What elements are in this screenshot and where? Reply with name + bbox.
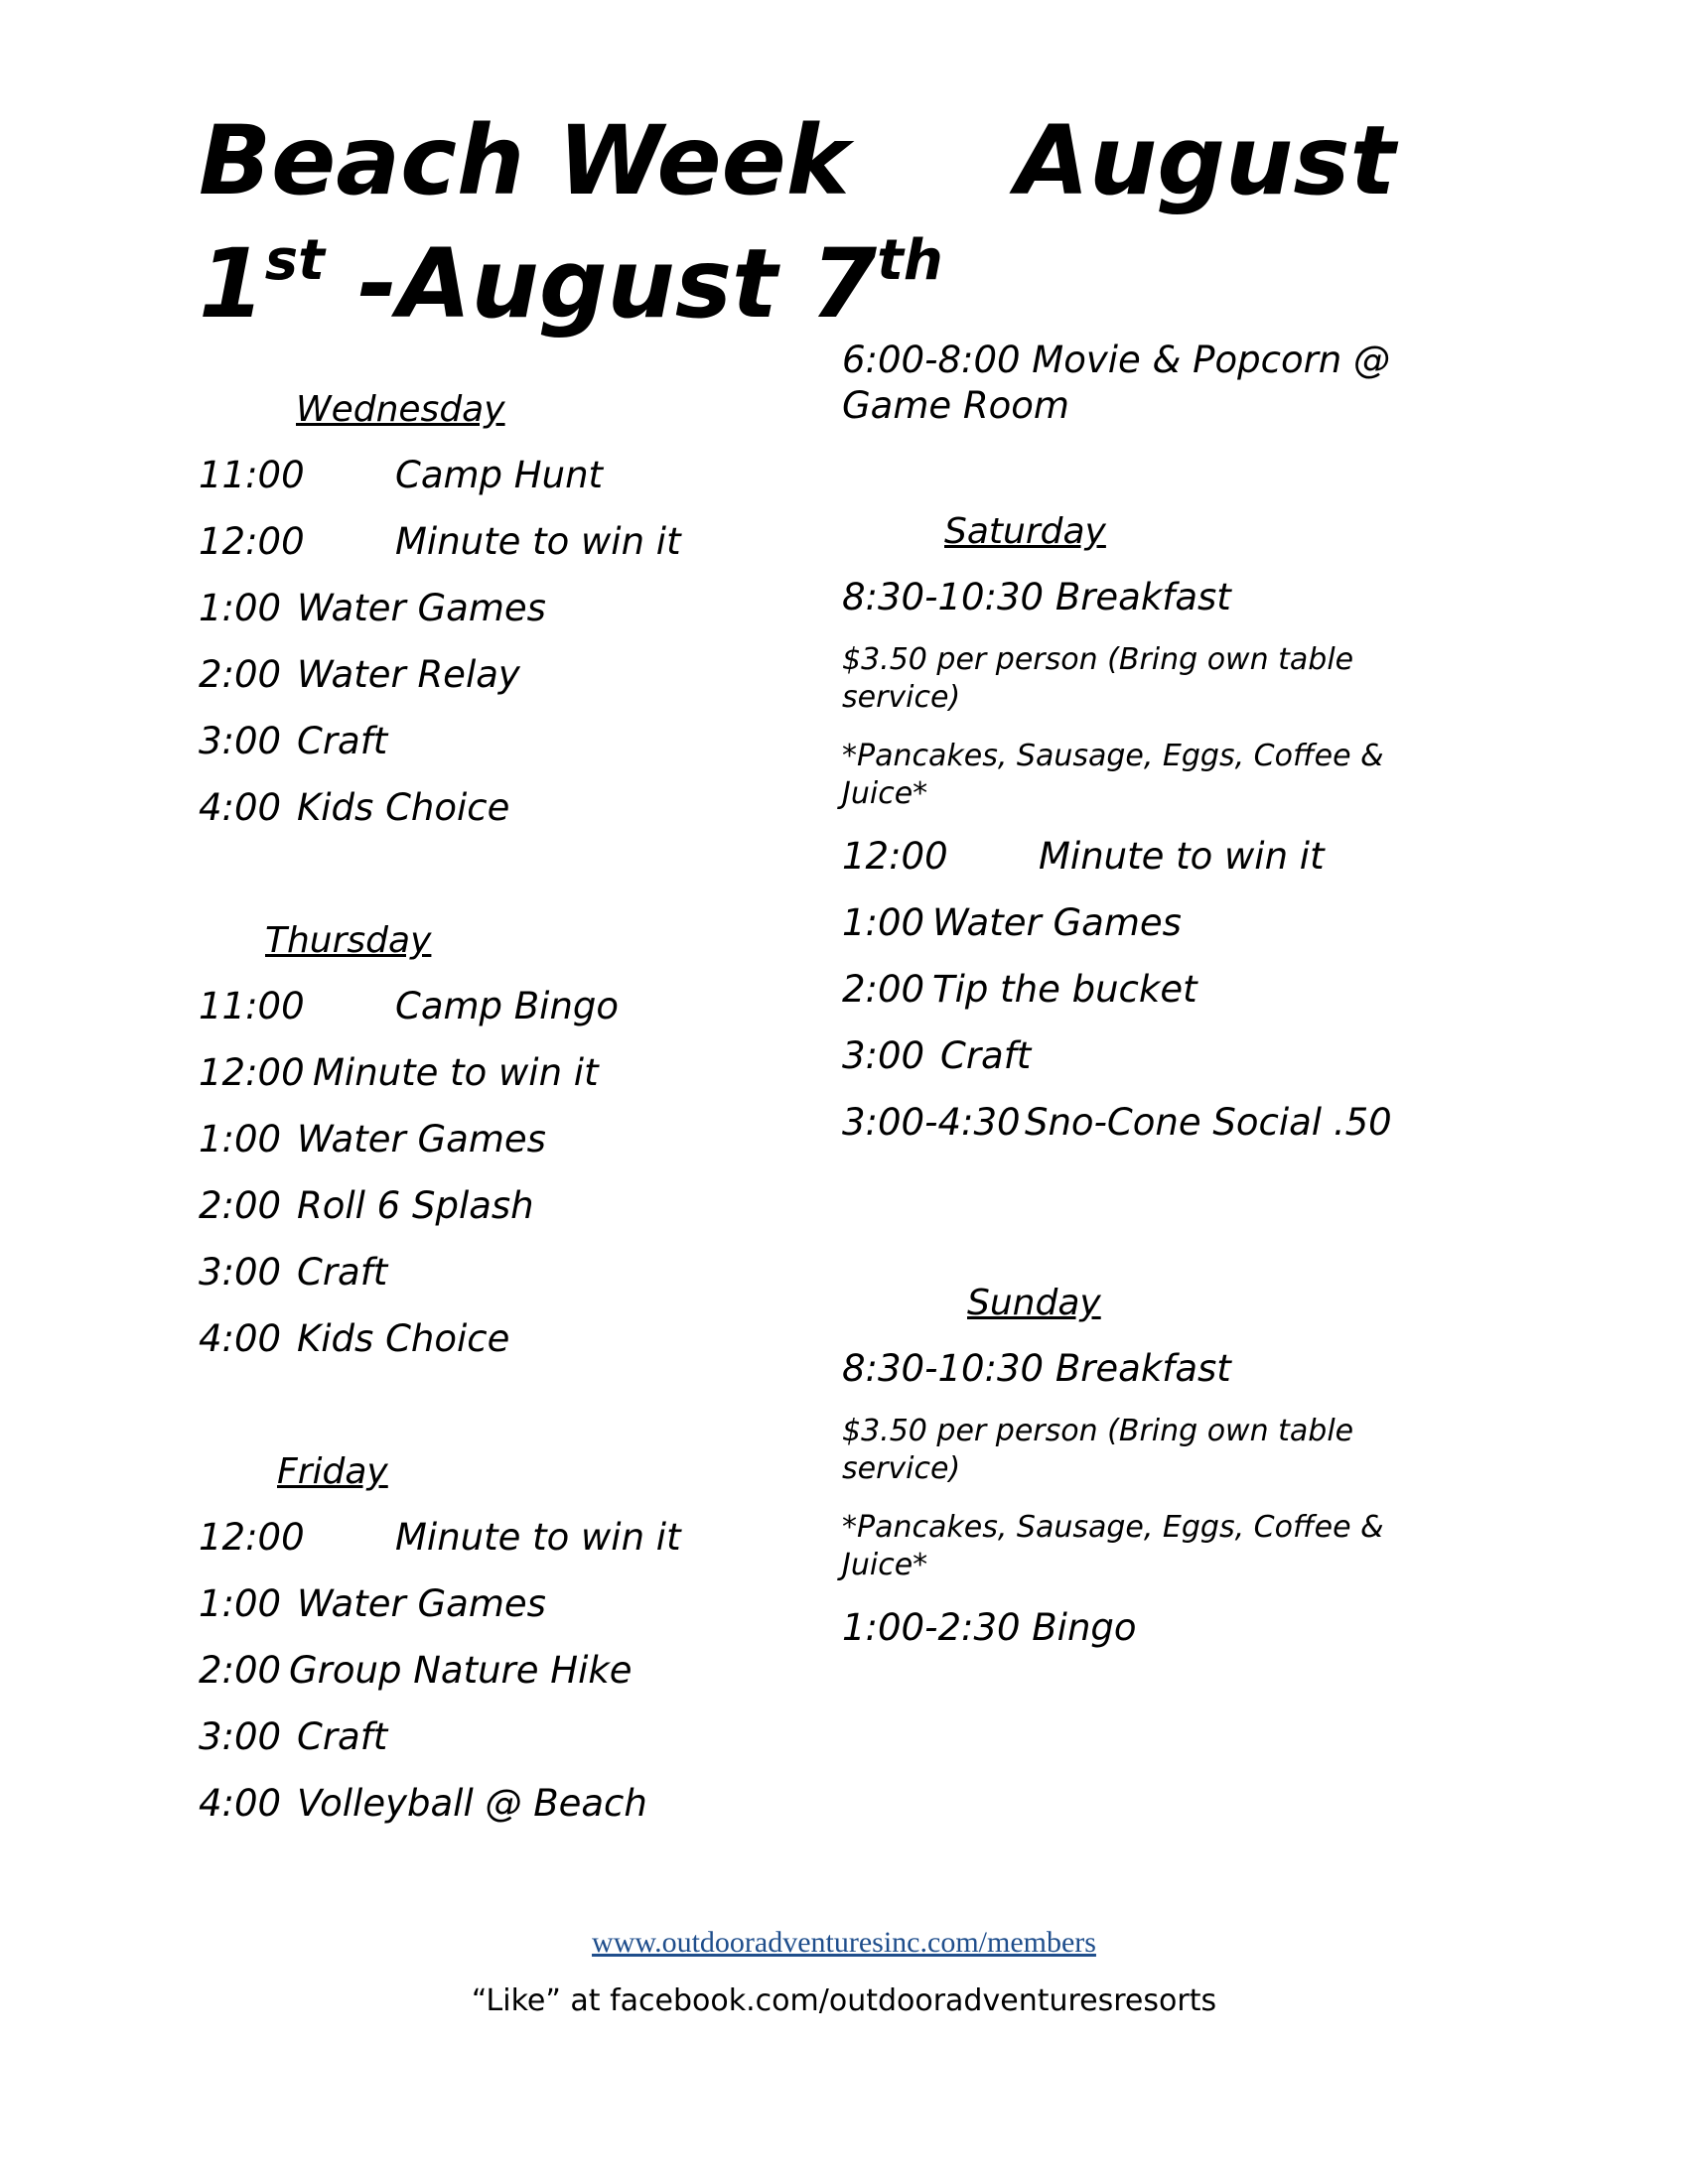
schedule-item: 1:00 Water Games [199,1118,546,1160]
title-event-name: Beach Week [199,105,850,216]
facebook-text: “Like” at facebook.com/outdooradventuresresorts [471,1983,1217,2018]
schedule-item: 1:00 Water Games [842,901,1182,944]
friday-evening-item: 6:00-8:00 Movie & Popcorn @ Game Room [842,339,1391,427]
schedule-item: 1:00 Water Games [199,587,546,629]
saturday-breakfast: 8:30-10:30 Breakfast [842,576,1231,618]
sunday-price: $3.50 per person (Bring own table service) [842,1414,1354,1486]
schedule-item: 2:00 Tip the bucket [842,968,1197,1011]
schedule-item: 3:00 Craft [199,1251,388,1294]
schedule-item: 3:00 Craft [842,1034,1032,1077]
sunday-bingo: 1:00-2:30 Bingo [842,1606,1137,1649]
sunday-section [842,1281,1458,1651]
title-end-suffix: th [877,228,943,293]
title-end-date: -August 7 [324,228,878,340]
schedule-item: 2:00 Water Relay [199,653,520,696]
schedule-item: 4:00 Kids Choice [199,786,510,829]
schedule-item: 11:00 Camp Hunt [199,454,604,496]
schedule-item: 2:00 Roll 6 Splash [199,1184,534,1227]
right-column [842,338,1458,1672]
schedule-item: 4:00 Kids Choice [199,1317,510,1360]
schedule-item: 3:00-4:30 Sno-Cone Social .50 [842,1101,1392,1144]
thursday-heading: Thursday [265,920,432,961]
title-line-1 [199,99,1489,222]
title-month: August [1015,105,1396,216]
schedule-item: 12:00 Minute to win it [199,1516,681,1559]
schedule-item: 2:00 Group Nature Hike [199,1649,633,1692]
sunday-menu: *Pancakes, Sausage, Eggs, Coffee & Juice* [842,1510,1384,1582]
sunday-heading: Sunday [967,1283,1101,1323]
friday-heading: Friday [277,1451,388,1492]
website-link[interactable]: www.outdooradventuresinc.com/members [592,1926,1096,1959]
wednesday-section [199,387,814,831]
schedule-item: 3:00 Craft [199,1715,388,1758]
left-column [199,387,814,1847]
page-title [199,99,1489,345]
schedule-item: 11:00 Camp Bingo [199,985,620,1027]
schedule-item: 12:00 Minute to win it [199,520,681,563]
friday-section [199,1449,814,1827]
schedule-item: 12:00 Minute to win it [199,1051,599,1094]
saturday-heading: Saturday [944,511,1106,552]
sunday-breakfast: 8:30-10:30 Breakfast [842,1347,1231,1390]
schedule-item: 4:00 Volleyball @ Beach [199,1782,647,1825]
title-line-2 [199,222,1489,345]
title-start-day: 1 [199,228,265,340]
title-start-suffix: st [264,228,325,293]
schedule-item: 12:00 Minute to win it [842,835,1325,878]
saturday-price: $3.50 per person (Bring own table service) [842,642,1354,715]
schedule-item: 1:00 Water Games [199,1582,546,1625]
saturday-section [842,509,1458,1146]
schedule-item: 3:00 Craft [199,720,388,762]
saturday-menu: *Pancakes, Sausage, Eggs, Coffee & Juice* [842,739,1384,811]
wednesday-heading: Wednesday [296,389,505,430]
thursday-section [199,918,814,1362]
